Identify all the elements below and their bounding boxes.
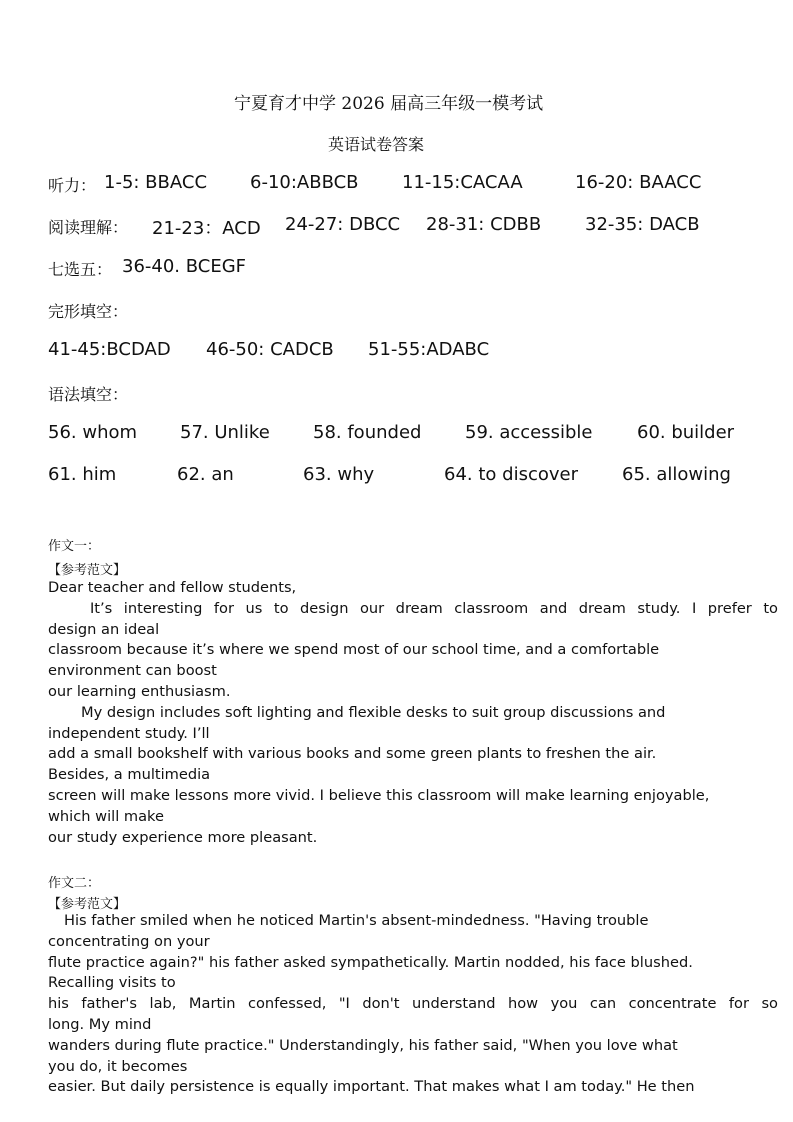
listening-answer-2: 6-10:ABBCB xyxy=(250,172,359,193)
cloze-answer-3: 51-55:ADABC xyxy=(368,339,490,360)
essay-one-line: Dear teacher and fellow students, xyxy=(48,579,297,596)
essay-one-line: independent study. I’ll xyxy=(48,724,210,742)
listening-answer-4: 16-20: BAACC xyxy=(575,172,702,193)
reading-answer-1: 21-23：ACD xyxy=(152,218,261,239)
seven-five-label: 七选五： xyxy=(48,260,113,279)
essay-two-body xyxy=(48,911,778,1098)
cloze-answer-2: 46-50: CADCB xyxy=(206,339,334,360)
essay-one-label: 作文一： xyxy=(48,539,101,554)
essay-one-line: My design includes soft lighting and flexible desks to suit group discussions and xyxy=(81,703,666,721)
exam-subtitle: 英语试卷答案 xyxy=(328,135,425,154)
essay-one-tag: 【参考范文】 xyxy=(48,563,127,578)
essay-one-line: It’s interesting for us to design our dream classroom and dream study. I prefer to xyxy=(90,599,778,617)
reading-answer-4: 32-35: DACB xyxy=(585,214,700,235)
essay-two-line: you do, it becomes xyxy=(48,1057,188,1075)
cloze-answer-1: 41-45:BCDAD xyxy=(48,339,171,360)
listening-label: 听力： xyxy=(48,176,97,195)
essay-two-line: easier. But daily persistence is equally important. That makes what I am today." He then xyxy=(48,1078,695,1096)
listening-answer-3: 11-15:CACAA xyxy=(402,172,523,193)
essay-two-line: His father smiled when he noticed Martin's absent-mindedness. "Having trouble xyxy=(64,912,649,929)
seven-five-answer: 36-40. BCEGF xyxy=(122,256,247,277)
grammar-answer-59: 59. accessible xyxy=(465,422,593,443)
essay-two-line: long. My mind xyxy=(48,1015,152,1033)
grammar-answer-62: 62. an xyxy=(177,464,234,485)
essay-two-tag: 【参考范文】 xyxy=(48,897,127,912)
grammar-answer-57: 57. Unlike xyxy=(180,422,270,443)
listening-answer-1: 1-5: BBACC xyxy=(104,172,208,193)
reading-answer-2: 24-27: DBCC xyxy=(285,214,401,235)
essay-two-line: wanders during flute practice." Understandingly, his father said, "When you love what xyxy=(48,1036,678,1054)
grammar-answer-56: 56. whom xyxy=(48,422,138,443)
essay-one-line: classroom because it’s where we spend most of our school time, and a comfortable xyxy=(48,641,660,659)
essay-two-line: concentrating on your xyxy=(48,932,210,950)
grammar-label: 语法填空： xyxy=(48,385,129,404)
grammar-answer-63: 63. why xyxy=(303,464,375,485)
grammar-answer-65: 65. allowing xyxy=(622,464,731,485)
grammar-answer-58: 58. founded xyxy=(313,422,422,443)
grammar-answer-60: 60. builder xyxy=(637,422,735,443)
cloze-label: 完形填空： xyxy=(48,302,129,321)
essay-one-line: Besides, a multimedia xyxy=(48,766,211,784)
essay-two-line: Recalling visits to xyxy=(48,974,176,992)
grammar-answer-64: 64. to discover xyxy=(444,464,578,485)
essay-one-line: screen will make lessons more vivid. I believe this classroom will make learning enjoyable, xyxy=(48,786,710,804)
essay-two-line: flute practice again?" his father asked sympathetically. Martin nodded, his face blushed. xyxy=(48,953,693,971)
essay-one-line: our study experience more pleasant. xyxy=(48,828,318,846)
grammar-answer-61: 61. him xyxy=(48,464,117,485)
essay-one-line: design an ideal xyxy=(48,620,160,638)
essay-two-label: 作文二： xyxy=(48,876,101,891)
essay-one-body xyxy=(48,578,778,848)
reading-label: 阅读理解： xyxy=(48,218,129,237)
reading-answer-3: 28-31: CDBB xyxy=(426,214,542,235)
essay-one-line: environment can boost xyxy=(48,662,217,680)
essay-one-line: our learning enthusiasm. xyxy=(48,682,231,700)
essay-two-line: his father's lab, Martin confessed, "I don't understand how you can concentrate for so xyxy=(48,995,778,1013)
exam-title: 宁夏育才中学 2026 届高三年级一模考试 xyxy=(234,94,544,114)
essay-one-line: add a small bookshelf with various books and some green plants to freshen the air. xyxy=(48,745,657,763)
essay-one-line: which will make xyxy=(48,807,164,825)
